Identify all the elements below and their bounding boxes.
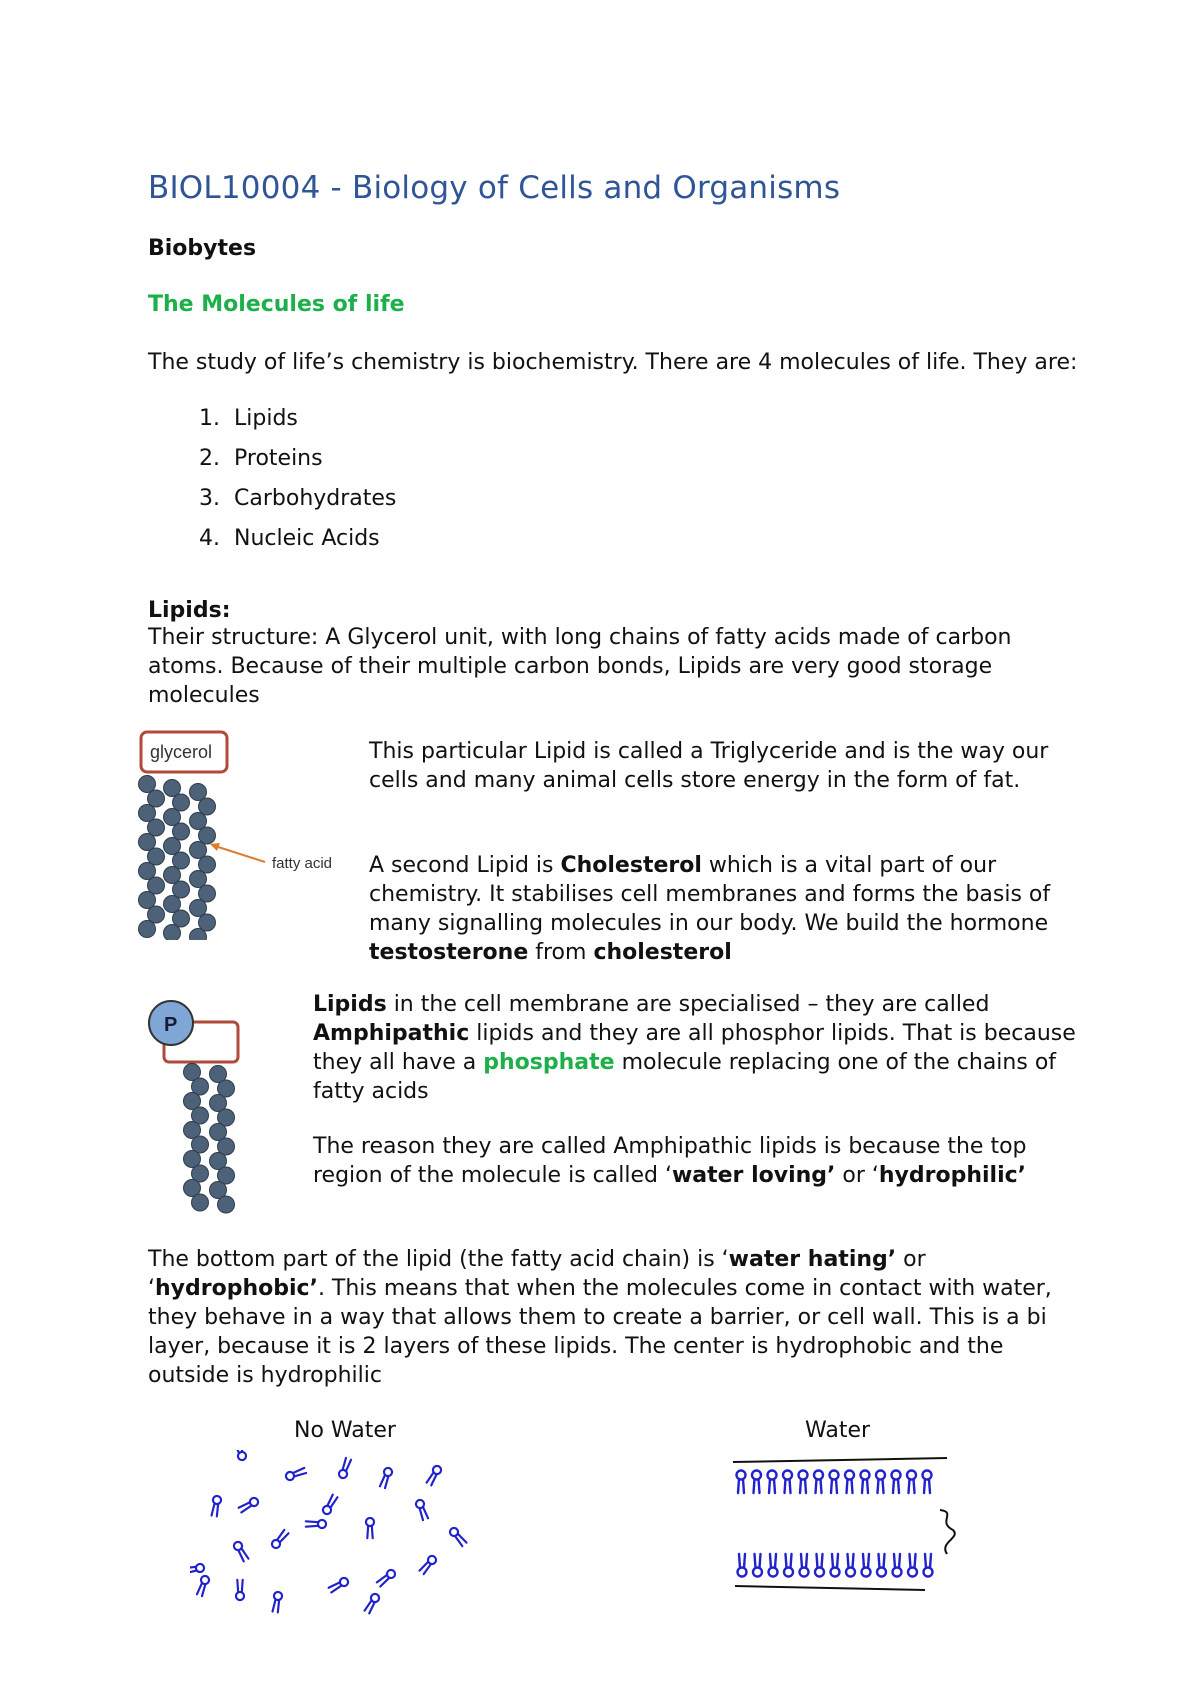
phospholipid-molecule	[415, 1499, 430, 1521]
lipids-heading: Lipids:	[148, 598, 231, 623]
phospholipid-molecule	[270, 1529, 289, 1550]
phospholipid-molecule	[233, 1450, 248, 1461]
document-subtitle: Biobytes	[148, 236, 257, 261]
glycerol-label: glycerol	[150, 742, 213, 762]
amphipathic-paragraph: Lipids in the cell membrane are specialised – they are called Amphipathic lipids and they are all phosphor lipids. That is because they all have a phosphate molecule replacing one of the chains of fatty acids	[313, 992, 1076, 1104]
phospholipid-molecule	[831, 1554, 840, 1577]
list-item: 4. Nucleic Acids	[199, 526, 380, 551]
fatty-acid-chains	[139, 776, 216, 941]
no-water-caption: No Water	[294, 1418, 396, 1443]
no-water-diagram	[190, 1450, 510, 1620]
bilayer-diagram	[725, 1450, 965, 1600]
phospholipid-molecule	[923, 1471, 932, 1494]
carbon-bead	[139, 834, 156, 851]
phosphate-label: P	[164, 1014, 178, 1036]
carbon-bead	[190, 784, 207, 801]
section-heading: The Molecules of life	[148, 292, 405, 317]
phospholipid-molecule	[306, 1520, 326, 1528]
carbon-bead	[164, 896, 181, 913]
arrow-head	[210, 843, 220, 851]
phospholipid-molecule	[418, 1554, 437, 1575]
carbon-bead	[190, 900, 207, 917]
carbon-bead	[173, 794, 190, 811]
carbon-bead	[173, 881, 190, 898]
carbon-bead	[139, 921, 156, 938]
carbon-bead	[199, 798, 216, 815]
carbon-bead	[192, 1194, 209, 1211]
carbon-bead	[139, 892, 156, 909]
phospholipid-diagram	[140, 990, 260, 1220]
list-item: 2. Proteins	[199, 446, 323, 471]
phospholipid-molecule	[285, 1467, 307, 1482]
carbon-bead	[139, 863, 156, 880]
phospholipid-molecule	[232, 1540, 249, 1562]
phospholipid-molecule	[738, 1554, 747, 1577]
water-caption: Water	[805, 1418, 871, 1443]
carbon-bead	[190, 871, 207, 888]
phospholipid-molecule	[328, 1576, 350, 1593]
phospholipid-molecule	[338, 1457, 353, 1479]
carbon-bead	[173, 852, 190, 869]
cholesterol-paragraph: A second Lipid is Cholesterol which is a vital part of our chemistry. It stabilises cell membranes and forms the basis of many signalling molecules in our body. We build the hormone testosterone from cholesterol	[369, 853, 1051, 965]
phospholipid-molecule	[861, 1471, 870, 1494]
amphipathic-reason-paragraph: The reason they are called Amphipathic lipids is because the top region of the molecule is called ‘water loving’ or ‘hydrophilic’	[313, 1134, 1027, 1188]
lipids-structure-paragraph: Their structure: A Glycerol unit, with long chains of fatty acids made of carbon atoms. Because of their multiple carbon bonds, Lipids are very good storage molecules	[148, 625, 1012, 708]
phospholipid-molecule	[815, 1554, 824, 1577]
phospholipid-molecule	[877, 1554, 886, 1577]
phospholipid-molecule	[830, 1471, 839, 1494]
phospholipid-molecule	[363, 1592, 380, 1614]
phospholipid-molecule	[425, 1464, 442, 1486]
triglyceride-paragraph: This particular Lipid is called a Triglyceride and is the way our cells and many animal cells store energy in the form of fat.	[369, 739, 1049, 793]
phospholipid-molecule	[768, 1471, 777, 1494]
membrane-edge	[940, 1510, 955, 1554]
phospholipid-molecule	[907, 1471, 916, 1494]
phospholipid-molecule	[876, 1471, 885, 1494]
phospholipid-molecule	[800, 1554, 809, 1577]
fatty-acid-chains	[184, 1064, 235, 1214]
carbon-bead	[148, 906, 165, 923]
carbon-bead	[139, 805, 156, 822]
phospholipid-molecule	[846, 1554, 855, 1577]
carbon-bead	[218, 1196, 235, 1213]
phospholipid-molecule	[753, 1554, 762, 1577]
phospholipid-molecule	[769, 1554, 778, 1577]
carbon-bead	[173, 910, 190, 927]
carbon-bead	[199, 827, 216, 844]
phospholipid-molecule	[908, 1554, 917, 1577]
carbon-bead	[190, 842, 207, 859]
phospholipid-molecule	[190, 1563, 205, 1574]
list-item: 3. Carbohydrates	[199, 486, 397, 511]
phospholipid-molecule	[238, 1496, 260, 1513]
carbon-bead	[199, 856, 216, 873]
phospholipid-molecule	[379, 1467, 394, 1489]
carbon-bead	[199, 914, 216, 931]
phospholipid-molecule	[799, 1471, 808, 1494]
phospholipid-molecule	[845, 1471, 854, 1494]
molecules-list	[176, 404, 396, 564]
phospholipid-molecule	[321, 1494, 338, 1516]
fatty-acid-label: fatty acid	[272, 855, 333, 872]
carbon-bead	[148, 790, 165, 807]
carbon-bead	[190, 813, 207, 830]
carbon-bead	[164, 925, 181, 941]
membrane-bottom-line	[735, 1586, 925, 1590]
phospholipid-molecule	[862, 1554, 871, 1577]
carbon-bead	[139, 776, 156, 793]
phospholipid-molecule	[236, 1580, 244, 1600]
phospholipid-molecule	[893, 1554, 902, 1577]
carbon-bead	[199, 885, 216, 902]
phospholipid-molecule	[784, 1554, 793, 1577]
phospholipid-molecule	[924, 1554, 933, 1577]
phospholipid-molecule	[892, 1471, 901, 1494]
fatty-acid-arrow	[212, 845, 265, 862]
carbon-bead	[148, 819, 165, 836]
document-title: BIOL10004 - Biology of Cells and Organisms	[148, 170, 841, 206]
carbon-bead	[164, 809, 181, 826]
phospholipid-molecule	[737, 1471, 746, 1494]
carbon-bead	[164, 867, 181, 884]
triglyceride-diagram	[130, 720, 370, 940]
intro-paragraph: The study of life’s chemistry is biochemistry. There are 4 molecules of life. They are:	[148, 350, 1078, 375]
phospholipid-molecule	[752, 1471, 761, 1494]
phospholipid-molecule	[376, 1568, 397, 1587]
membrane-top-line	[733, 1458, 947, 1462]
phospholipid-molecule	[366, 1518, 374, 1538]
phospholipid-molecule	[814, 1471, 823, 1494]
phospholipid-molecule	[448, 1526, 467, 1547]
carbon-bead	[173, 823, 190, 840]
list-item: 1. Lipids	[199, 406, 298, 431]
carbon-bead	[164, 780, 181, 797]
carbon-bead	[148, 877, 165, 894]
phospholipid-molecule	[783, 1471, 792, 1494]
phospholipid-molecule	[196, 1575, 211, 1597]
phospholipid-molecule	[271, 1591, 282, 1612]
phospholipid-molecule	[210, 1495, 221, 1516]
carbon-bead	[148, 848, 165, 865]
carbon-bead	[164, 838, 181, 855]
bilayer-paragraph: The bottom part of the lipid (the fatty acid chain) is ‘water hating’ or ‘hydrophobic’. This means that when the molecules come in contact with water, they behave in a way that allows them to create a barrier, or cell wall. This is a bi layer, because it is 2 layers of these lipids. The center is hydrophobic and the outside is hydrophilic	[148, 1247, 1052, 1388]
